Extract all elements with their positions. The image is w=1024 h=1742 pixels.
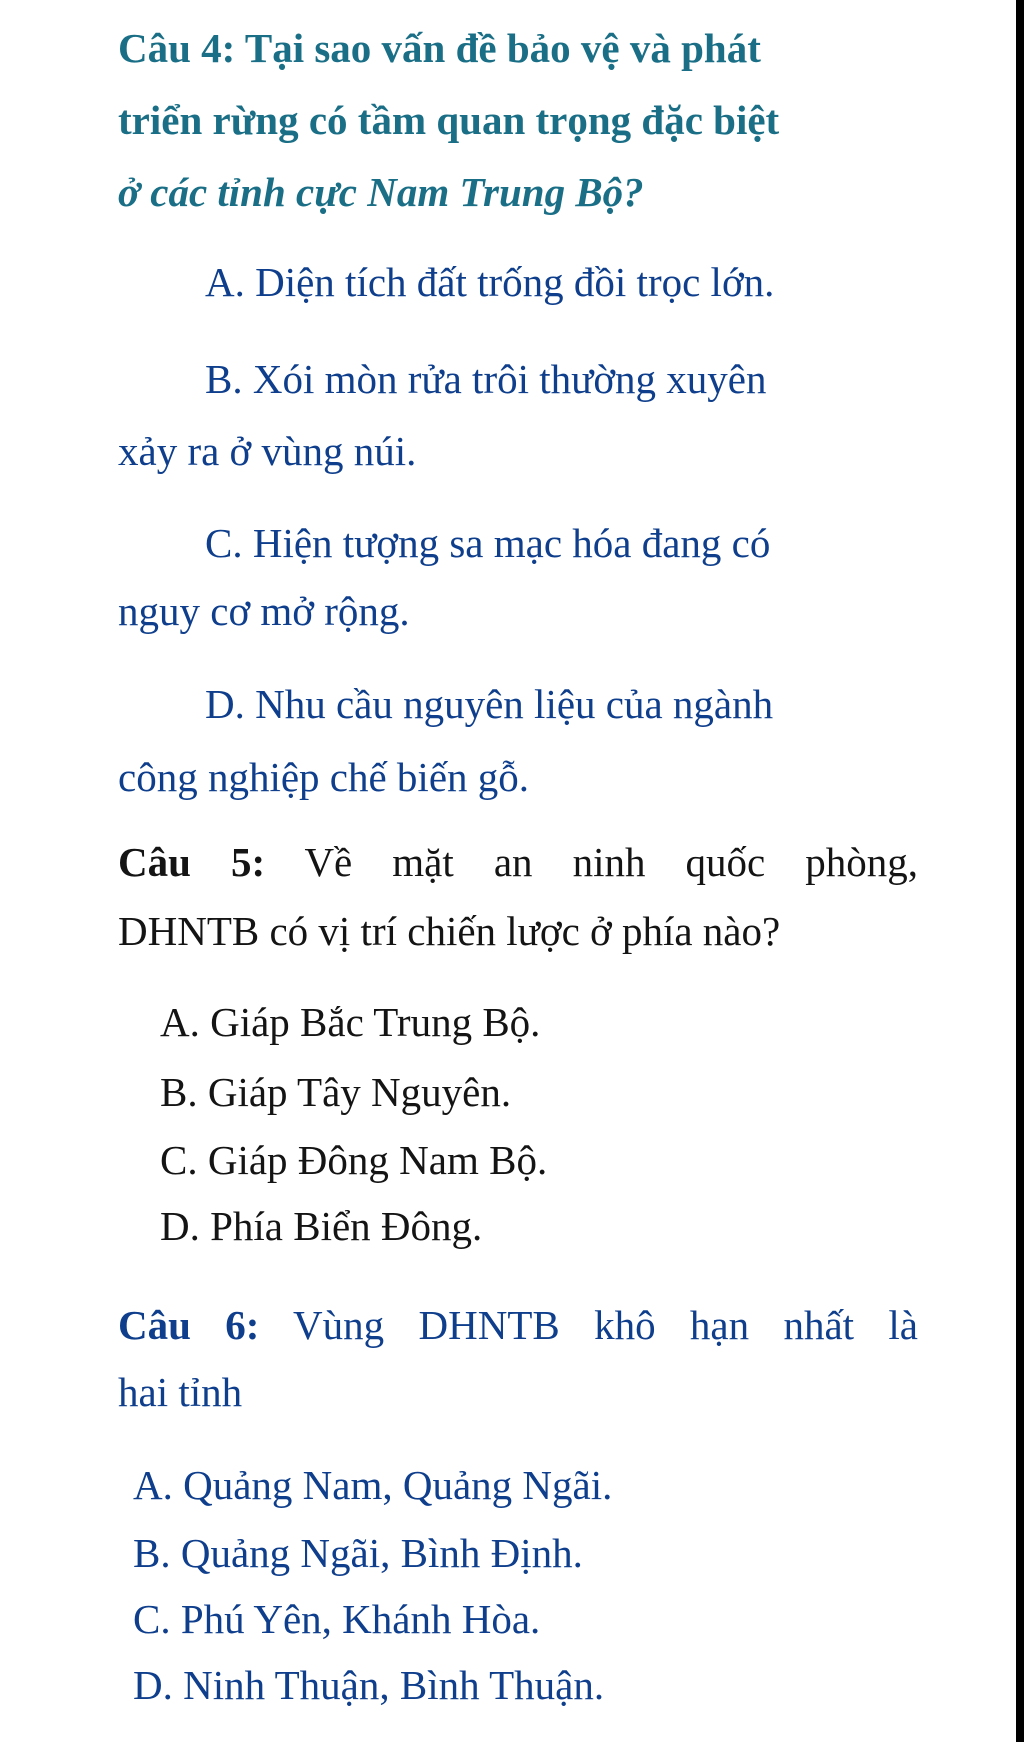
q4-text-line-2: triển rừng có tầm quan trọng đặc biệt: [118, 97, 780, 143]
q5-option-a: A. Giáp Bắc Trung Bộ.: [160, 999, 541, 1045]
q4-option-a: A. Diện tích đất trống đồi trọc lớn.: [205, 259, 775, 305]
q4-option-d-line-2: công nghiệp chế biến gỗ.: [118, 754, 530, 800]
q5-label: Câu 5:: [118, 839, 266, 885]
q4-text-line-1: Tại sao vấn đề bảo vệ và phát: [244, 25, 761, 71]
q6-label: Câu 6:: [118, 1302, 260, 1348]
q5-text-line-2: DHNTB có vị trí chiến lược ở phía nào?: [118, 908, 781, 954]
q6-option-b: B. Quảng Ngãi, Bình Định.: [133, 1530, 583, 1576]
q6-option-d: D. Ninh Thuận, Bình Thuận.: [133, 1662, 605, 1708]
q5-option-c: C. Giáp Đông Nam Bộ.: [160, 1137, 548, 1183]
q5-option-b: B. Giáp Tây Nguyên.: [160, 1069, 512, 1115]
q5-text-line-1: Về mặt an ninh quốc phòng,: [304, 839, 918, 885]
q4-option-c-line-2: nguy cơ mở rộng.: [118, 588, 410, 634]
q4-label: Câu 4:: [118, 25, 236, 71]
q6-question-line-1: [118, 1302, 919, 1348]
q5-question-line-1: [118, 839, 918, 885]
q4-question-line-1: [118, 25, 761, 71]
q4-text-line-3: ở các tỉnh cực Nam Trung Bộ?: [118, 169, 644, 215]
q4-option-b-line-1: B. Xói mòn rửa trôi thường xuyên: [205, 356, 767, 402]
q6-text-line-2: hai tỉnh: [118, 1369, 243, 1415]
q6-text-line-1: Vùng DHNTB khô hạn nhất là: [293, 1302, 919, 1348]
q4-option-d-line-1: D. Nhu cầu nguyên liệu của ngành: [205, 681, 774, 727]
q4-option-c-line-1: C. Hiện tượng sa mạc hóa đang có: [205, 520, 771, 566]
q6-option-c: C. Phú Yên, Khánh Hòa.: [133, 1596, 541, 1642]
q6-option-a: A. Quảng Nam, Quảng Ngãi.: [133, 1462, 613, 1508]
q5-option-d: D. Phía Biển Đông.: [160, 1203, 483, 1249]
q4-option-b-line-2: xảy ra ở vùng núi.: [118, 428, 417, 474]
